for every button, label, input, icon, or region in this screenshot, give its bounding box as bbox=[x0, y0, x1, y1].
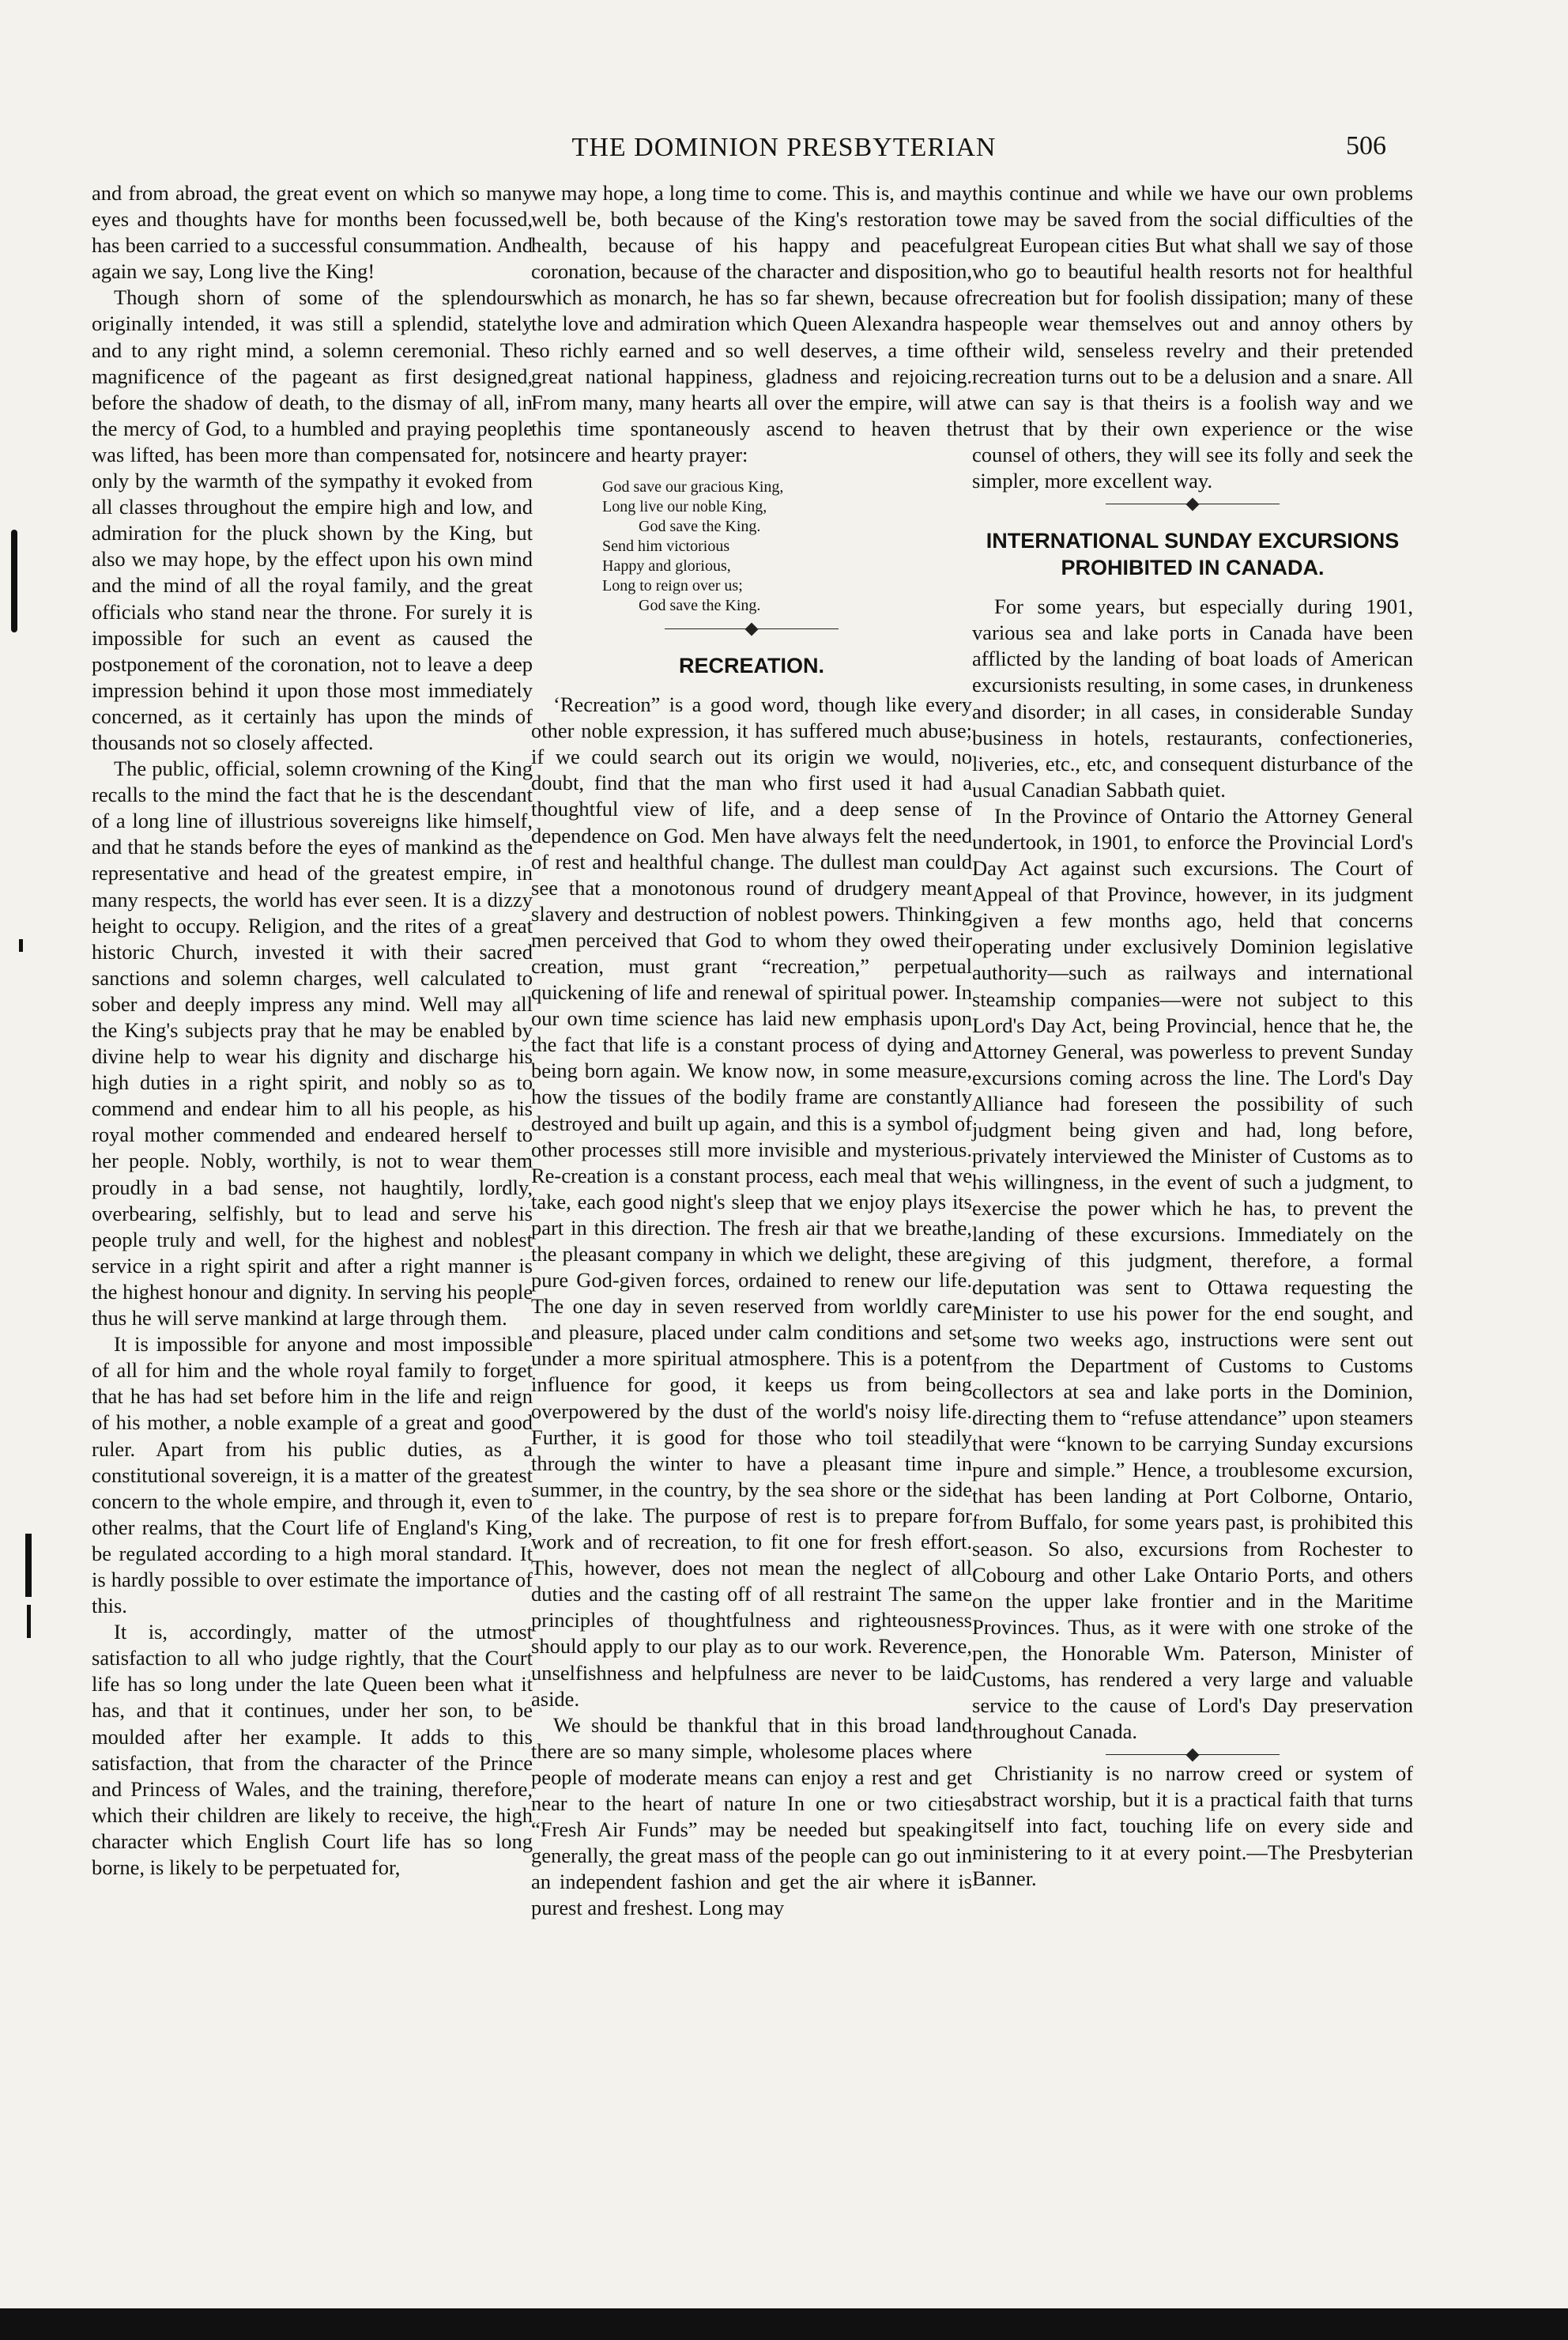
margin-mark-dot bbox=[19, 939, 23, 952]
paragraph: this continue and while we have our own problems we may be saved from the social difficulties of the great European cities But what shall we say of those who go to beautiful health resorts not for healthful recreation but for foolish dissipation; many of these people wear themselves out and annoy others by their wild, senseless revelry and their pretended recreation turns out to be a delusion and a snare. All we can say is that theirs is a foolish way and we trust that by their own experience or the wise counsel of others, they will see its folly and seek the simpler, more excellent way. bbox=[972, 181, 1413, 493]
section-heading: RECREATION. bbox=[678, 654, 824, 678]
paragraph: We should be thankful that in this broad land there are so many simple, wholesome places where people of moderate means can enjoy a rest and get near to the heart of nature In one or two cities “Fresh Air Funds” may be needed but speaking generally, the great mass of the people can go out in an independent fashion and get the air where it is purest and freshest. Long may bbox=[531, 1712, 972, 1920]
paragraph: ‘Recreation” is a good word, though like every other noble expression, it has suffered much abuse; if we could search out its origin we would, no doubt, find that the man who first used it had a thoughtful view of life, and a deep sense of dependence on God. Men have always felt the need of rest and healthful change. The dullest man could see that a monotonous round of drudgery meant slavery and destruction of noblest powers. Thinking men perceived that God to whom they owed their creation, must grant “recreation,” perpetual quickening of life and renewal of spiritual power. In our own time science has laid new emphasis upon the fact that life is a constant process of dying and being born again. We know now, in some measure, how the tissues of the bodily frame are constantly destroyed and built up again, and this is a symbol of other processes still more invisible and mysterious. Re-creation is a constant process, each meal that we take, each good night's sleep that we enjoy plays its part in this direction. The fresh air that we breathe, the pleasant company in which we delight, these are pure God-given forces, ordained to renew our life. The one day in seven reserved from worldly care and pleasure, placed under calm conditions and set under a more spiritual atmosphere. This is a potent influence for good, it keeps us from being overpowered by the dust of the world's noisy life. Further, it is good for those who toil steadily through the winter to have a pleasant time in summer, in the country, by the sea shore or the side of the lake. The purpose of rest is to prepare for work and of recreation, to fit one for fresh effort. This, however, does not mean the neglect of all duties and the casting off of all restraint The same principles of thoughtfulness and righteousness should apply to our play as to our work. Reverence, unselfishness and helpfulness are never to be laid aside. bbox=[531, 693, 972, 1711]
column-middle bbox=[531, 180, 972, 1921]
column-left bbox=[92, 180, 533, 1881]
page-header bbox=[0, 126, 1568, 174]
divider-ornament bbox=[1186, 1749, 1200, 1762]
anthem-verse bbox=[531, 477, 972, 616]
margin-mark-tick bbox=[27, 1605, 31, 1638]
paragraph: It is impossible for anyone and most impossible of all for him and the whole royal family to forget that he has had set before him in the life and reign of his mother, a noble example of a great and good ruler. Apart from his public duties, as a constitutional sovereign, it is a matter of the greatest concern to the whole empire, and through it, even to other realms, that the Court life of England's King, be regulated according to a high moral standard. It is hardly possible to over estimate the importance of this. bbox=[92, 1332, 533, 1618]
margin-mark-bracket bbox=[11, 530, 17, 632]
verse-line: Long to reign over us; bbox=[602, 577, 743, 595]
section-divider bbox=[665, 624, 839, 635]
verse-line: Happy and glorious, bbox=[602, 557, 731, 576]
paragraph: For some years, but especially during 1901, various sea and lake ports in Canada have been afflicted by the landing of boat loads of American excursionists resulting, in some cases, in drunkeness and disorder; in all cases, in considerable Sunday business in hotels, restaurants, confectioneries, liveries, etc., etc, and consequent disturbance of the usual Canadian Sabbath quiet. bbox=[972, 594, 1413, 802]
closing-quote: Christianity is no narrow creed or system of abstract worship, but it is a practical faith that turns itself into fact, touching life on every side and ministering to it at every point.—The Presbyterian Banner. bbox=[972, 1761, 1413, 1890]
paragraph: and from abroad, the great event on which so many eyes and thoughts have for months been focussed, has been carried to a successful consummation. And again we say, Long live the King! bbox=[92, 181, 533, 284]
divider-ornament bbox=[745, 623, 759, 636]
verse-line: God save the King. bbox=[639, 518, 761, 536]
section-divider bbox=[1106, 499, 1280, 510]
section-heading: INTERNATIONAL SUNDAY EXCURSIONS PROHIBITED IN CANADA. bbox=[986, 529, 1400, 580]
paragraph: Though shorn of some of the splendours originally intended, it was still a splendid, stately and to any right mind, a solemn ceremonial. The magnificence of the pageant as first designed, before the shadow of death, to the dismay of all, in the mercy of God, to a humbled and praying people was lifted, has been more than compensated for, not only by the warmth of the sympathy it evoked from all classes throughout the empire high and low, and admiration for the pluck shown by the King, but also we may hope, by the effect upon his own mind and the mind of all the royal family, and the great officials who stand near the throne. For surely it is impossible for such an event as caused the postponement of the coronation, not to leave a deep impression behind it upon those most immediately concerned, as it certainly has upon the minds of thousands not so closely affected. bbox=[92, 285, 533, 754]
paragraph: we may hope, a long time to come. This is, and may well be, both because of the King's restoration to health, because of his happy and peaceful coronation, because of the character and disposition, which as monarch, he has so far shewn, because of the love and admiration which Queen Alexandra has so richly earned and so well deserves, a time of great national happiness, gladness and rejoicing. From many, many hearts all over the empire, will at this time spontaneously ascend to heaven the sincere and hearty prayer: bbox=[531, 181, 972, 466]
margin-mark-bar bbox=[25, 1534, 32, 1597]
section-divider bbox=[1106, 1749, 1280, 1761]
scan-edge bbox=[0, 2308, 1568, 2340]
paragraph: The public, official, solemn crowning of the King recalls to the mind the fact that he is the descendant of a long line of illustrious sovereigns like himself, and that he stands before the eyes of mankind as the representative and head of the greatest empire, in many respects, the world has ever seen. It is a dizzy height to occupy. Religion, and the rites of a great historic Church, invested it with their sacred sanctions and solemn charges, well calculated to sober and deeply impress any mind. Well may all the King's subjects pray that he may be enabled by divine help to wear his dignity and discharge his high duties in a right spirit, and nobly so as to commend and endear him to all his people, as his royal mother commended and endeared herself to her people. Nobly, worthily, is not to wear them proudly in a bad sense, not haughtily, lordly, overbearing, selfishly, but to lead and serve his people truly and well, for the highest and noblest service in a right spirit and after a right manner is the highest honour and dignity. In serving his people thus he will serve mankind at large through them. bbox=[92, 757, 533, 1330]
page-number: 506 bbox=[1346, 131, 1386, 160]
verse-line: Send him victorious bbox=[602, 538, 730, 556]
paragraph: In the Province of Ontario the Attorney General undertook, in 1901, to enforce the Provincial Lord's Day Act against such excursions. The Court of Appeal of that Province, however, in its judgment given a few months ago, held that concerns operating under exclusively Dominion legislative authority—such as railways and international steamship companies—were not subject to this Lord's Day Act, being Provincial, hence that he, the Attorney General, was powerless to prevent Sunday excursions coming across the line. The Lord's Day Alliance had foreseen the possibility of such judgment being given and had, long before, privately interviewed the Minister of Customs as to his willingness, in the event of such a judgment, to exercise the power which he has, to prevent the landing of these excursions. Immediately on the giving of this judgment, therefore, a formal deputation was sent to Ottawa requesting the Minister to use his power for the end sought, and some two weeks ago, instructions were sent out from the Department of Customs to Customs collectors at sea and lake ports in the Dominion, directing them to “refuse attendance” upon steamers that were “known to be carrying Sunday excursions pure and simple.” Hence, a troublesome excursion, that has been landing at Port Colborne, Ontario, from Buffalo, for some years past, is prohibited this season. So also, excursions from Rochester to Cobourg and other Lake Ontario Ports, and others on the upper lake frontier and in the Maritime Provinces. Thus, as it were with one stroke of the pen, the Honorable Wm. Paterson, Minister of Customs, has rendered a very large and valuable service to the cause of Lord's Day preservation throughout Canada. bbox=[972, 803, 1413, 1744]
verse-line: Long live our noble King, bbox=[602, 498, 767, 516]
verse-line: God save our gracious King, bbox=[602, 478, 784, 496]
divider-ornament bbox=[1186, 498, 1200, 511]
paragraph: It is, accordingly, matter of the utmost satisfaction to all who judge rightly, that the Court life has so long under the late Queen been what it has, and that it continues, under her son, to be moulded after her example. It adds to this satisfaction, that from the character of the Prince and Princess of Wales, and the training, therefore, which their children are likely to receive, the high character which English Court life has so long borne, is likely to be perpetuated for, bbox=[92, 1620, 533, 1879]
verse-line: God save the King. bbox=[639, 597, 761, 615]
column-right bbox=[972, 180, 1413, 1892]
publication-title: THE DOMINION PRESBYTERIAN bbox=[571, 133, 997, 162]
